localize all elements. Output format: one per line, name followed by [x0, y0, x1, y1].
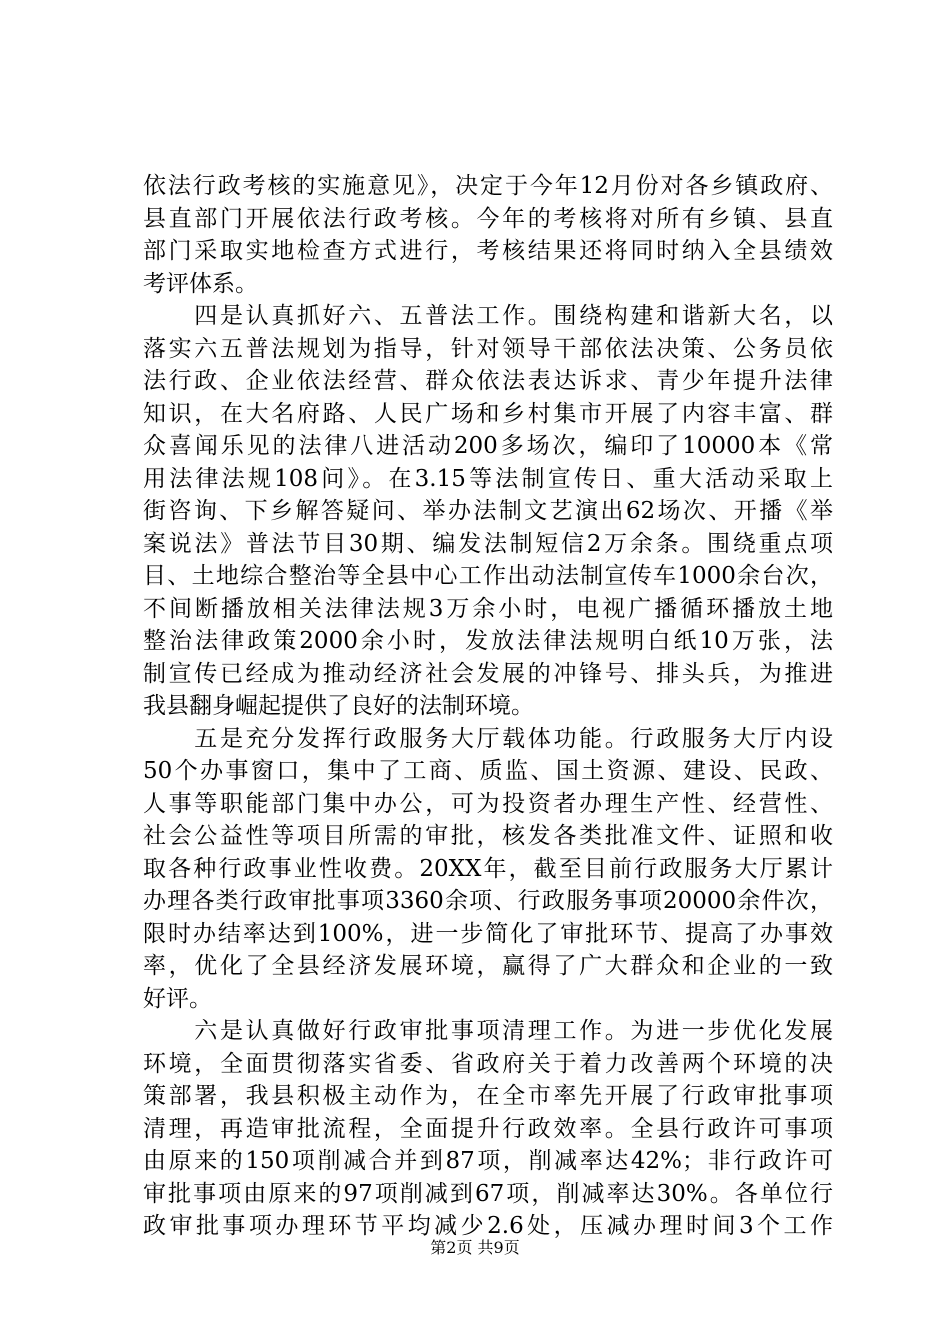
- text-line: 考评体系。: [143, 270, 258, 297]
- text-line: 取各种行政事业性收费。20XX年，截至目前行政服务大厅累计: [143, 855, 833, 882]
- text-line: 目、土地综合整治等全县中心工作出动法制宣传车1000余台次，: [143, 563, 833, 589]
- text-line: 县直部门开展依法行政考核。今年的考核将对所有乡镇、县直: [143, 205, 833, 232]
- text-line: 好评。: [143, 985, 212, 1012]
- text-line: 用法律法规108问》。在3.15等法制宣传日、重大活动采取上: [143, 465, 833, 492]
- text-line: 制宣传已经成为推动经济社会发展的冲锋号、排头兵，为推进: [143, 660, 833, 687]
- text-line: 街咨询、下乡解答疑问、举办法制文艺演出62场次、开播《举: [143, 498, 833, 524]
- text-line: 限时办结率达到100%，进一步简化了审批环节、提高了办事效: [143, 920, 833, 947]
- text-line: 案说法》普法节目30期、编发法制短信2万余条。围绕重点项: [143, 530, 833, 557]
- text-line: 办理各类行政审批事项3360余项、行政服务事项20000余件次，: [143, 888, 833, 914]
- text-line: 整治法律政策2000余小时，发放法律法规明白纸10万张，法: [143, 628, 833, 654]
- text-line: 政审批事项办理环节平均减少2.6处，压减办理时间3个工作: [143, 1213, 833, 1239]
- text-line: 五是充分发挥行政服务大厅载体功能。行政服务大厅内设: [143, 725, 833, 752]
- text-line: 审批事项由原来的97项削减到67项，削减率达30%。各单位行: [143, 1180, 833, 1207]
- page-footer: 第2页 共9页: [430, 1238, 520, 1257]
- text-line: 清理，再造审批流程，全面提升行政效率。全县行政许可事项: [143, 1115, 833, 1142]
- text-line: 众喜闻乐见的法律八进活动200多场次，编印了10000本《常: [143, 433, 833, 459]
- text-line: 四是认真抓好六、五普法工作。围绕构建和谐新大名，以: [143, 303, 833, 329]
- text-line: 环境，全面贯彻落实省委、省政府关于着力改善两个环境的决: [143, 1050, 833, 1077]
- text-line: 落实六五普法规划为指导，针对领导干部依法决策、公务员依: [143, 335, 833, 362]
- text-line: 由原来的150项削减合并到87项，削减率达42%；非行政许可: [143, 1148, 833, 1174]
- text-line: 知识，在大名府路、人民广场和乡村集市开展了内容丰富、群: [143, 400, 833, 427]
- text-line: 策部署，我县积极主动作为，在全市率先开展了行政审批事项: [143, 1083, 833, 1109]
- text-line: 50个办事窗口，集中了工商、质监、国土资源、建设、民政、: [143, 758, 833, 784]
- body-text: [143, 170, 833, 1243]
- text-line: 依法行政考核的实施意见》，决定于今年12月份对各乡镇政府、: [143, 173, 833, 199]
- text-line: 我县翻身崛起提供了良好的法制环境。: [143, 693, 534, 719]
- text-line: 法行政、企业依法经营、群众依法表达诉求、青少年提升法律: [143, 368, 833, 394]
- text-line: 部门采取实地检查方式进行，考核结果还将同时纳入全县绩效: [143, 238, 833, 264]
- text-line: 率，优化了全县经济发展环境，赢得了广大群众和企业的一致: [143, 953, 833, 979]
- text-line: 六是认真做好行政审批事项清理工作。为进一步优化发展: [143, 1018, 833, 1044]
- text-line: 不间断播放相关法律法规3万余小时，电视广播循环播放土地: [143, 595, 833, 622]
- text-line: 人事等职能部门集中办公，可为投资者办理生产性、经营性、: [143, 790, 833, 817]
- text-line: 社会公益性等项目所需的审批，核发各类批准文件、证照和收: [143, 823, 833, 849]
